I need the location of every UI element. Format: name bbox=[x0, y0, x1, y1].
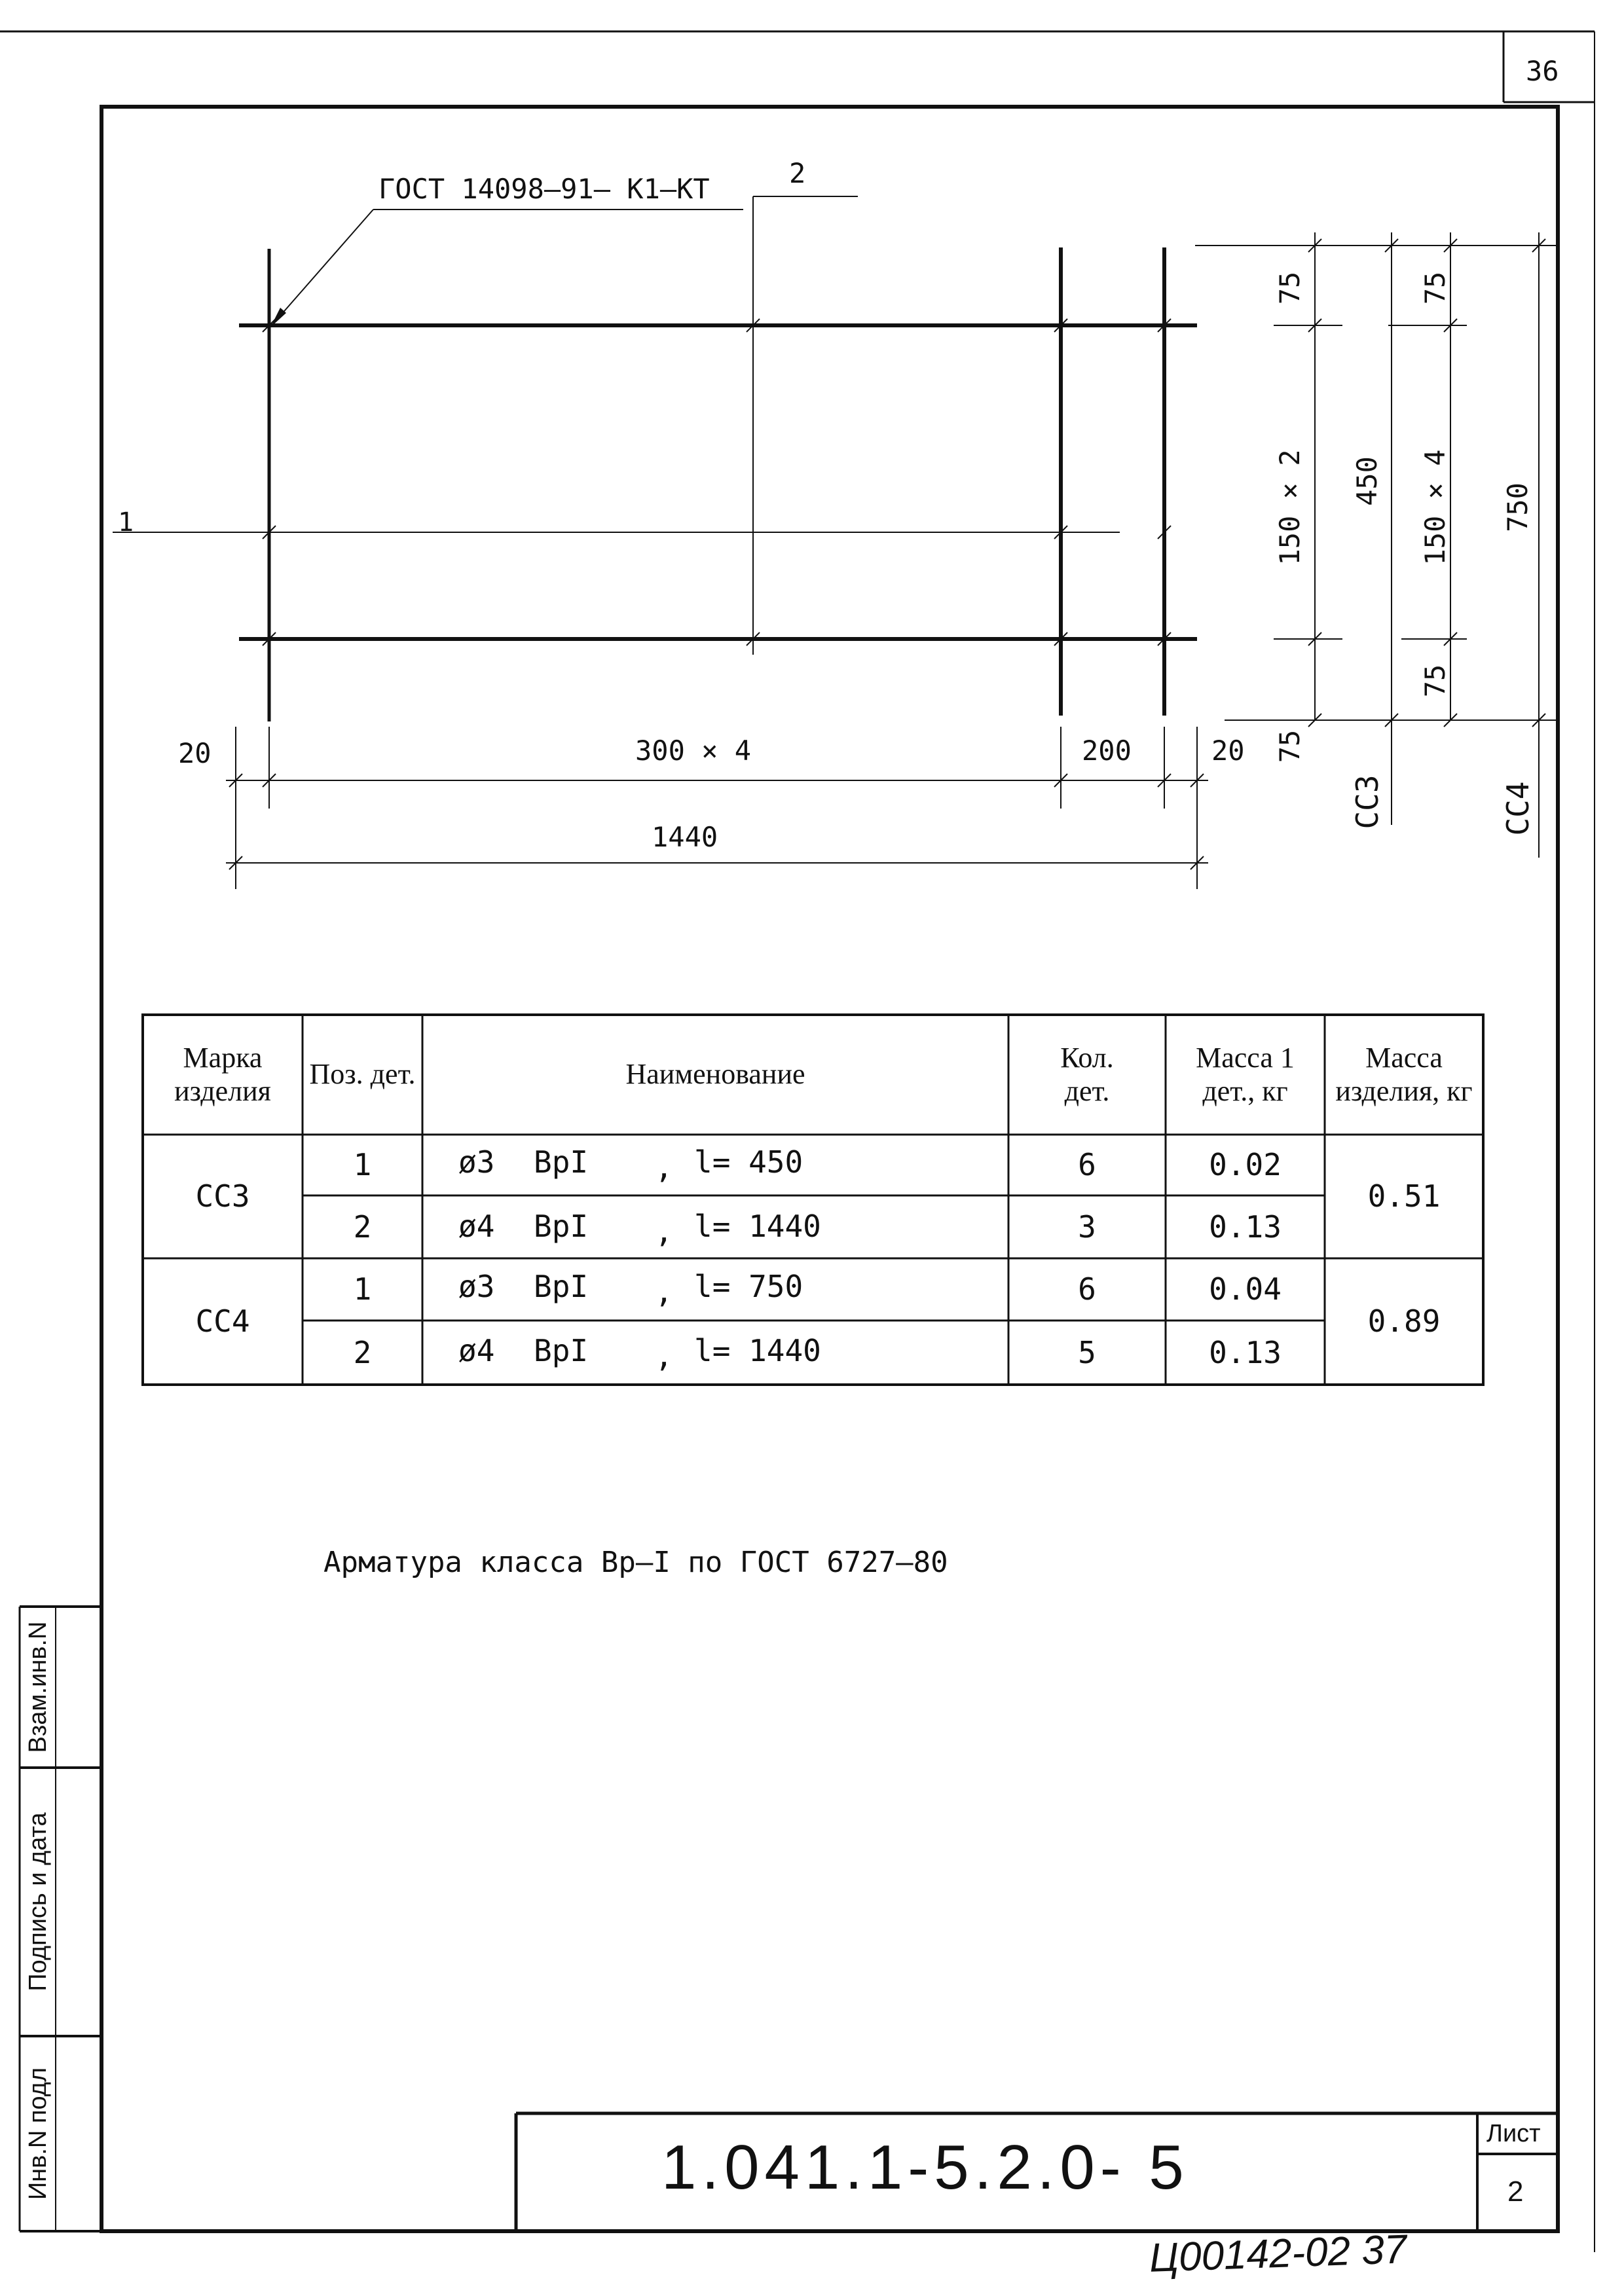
table-row-class: ВрI bbox=[534, 1269, 589, 1304]
table-row-length: l= 1440 bbox=[694, 1209, 821, 1244]
table-mass-product-cc3: 0.51 bbox=[1367, 1178, 1441, 1214]
table-row-comma: , bbox=[655, 1214, 673, 1249]
dim-200: 200 bbox=[1082, 735, 1132, 767]
table-row-qty: 6 bbox=[1078, 1147, 1096, 1183]
stamp-inv-replace: Взам.инв.N bbox=[24, 1621, 52, 1753]
reinforcement-note: Арматура класса Вр–I по ГОСТ 6727–80 bbox=[323, 1546, 948, 1579]
table-row-qty: 6 bbox=[1078, 1271, 1096, 1307]
dim-c-75-top: 75 bbox=[1419, 271, 1451, 305]
table-row-mass: 0.02 bbox=[1209, 1147, 1282, 1183]
table-row-mass: 0.13 bbox=[1209, 1334, 1282, 1370]
position-label-1: 1 bbox=[118, 507, 134, 538]
table-row-mass: 0.04 bbox=[1209, 1271, 1282, 1307]
sheet-label: Лист bbox=[1486, 2120, 1541, 2147]
dim-a-75-top: 75 bbox=[1274, 271, 1306, 305]
dim-a-150x2: 150 × 2 bbox=[1274, 449, 1306, 566]
dim-c-150x4: 150 × 4 bbox=[1419, 449, 1451, 566]
header-mass-product: Масса изделия, кг bbox=[1335, 1041, 1473, 1107]
table-mark-cc4: СС4 bbox=[195, 1303, 250, 1339]
table-row-pos: 1 bbox=[353, 1147, 372, 1183]
dim-1440: 1440 bbox=[652, 821, 718, 853]
table-row-pos: 2 bbox=[353, 1209, 372, 1245]
table-row-length: l= 450 bbox=[694, 1144, 803, 1180]
table-row-qty: 3 bbox=[1078, 1209, 1096, 1245]
stamp-inv-original: Инв.N подл bbox=[24, 2067, 52, 2200]
dim-300x4: 300 × 4 bbox=[635, 735, 752, 767]
drawing-designation: 1.041.1-5.2.0- 5 bbox=[661, 2132, 1189, 2202]
dim-d-750: 750 bbox=[1502, 483, 1534, 532]
table-row-qty: 5 bbox=[1078, 1334, 1096, 1370]
dim-a-75-bottom: 75 bbox=[1274, 729, 1306, 763]
dim-b-450: 450 bbox=[1351, 456, 1383, 506]
dim-20-left: 20 bbox=[178, 737, 212, 769]
table-row-dia: ø3 bbox=[458, 1144, 495, 1180]
sheet-number-top: 36 bbox=[1526, 55, 1559, 87]
table-mass-product-cc4: 0.89 bbox=[1367, 1303, 1441, 1339]
table-row-class: ВрI bbox=[534, 1144, 589, 1180]
header-pos: Поз. дет. bbox=[309, 1058, 416, 1091]
sheet-number: 2 bbox=[1507, 2176, 1524, 2208]
table-row-length: l= 750 bbox=[694, 1269, 803, 1304]
archive-number: Ц00142-02 37 bbox=[1148, 2227, 1408, 2281]
stamp-signature-date: Подпись и дата bbox=[24, 1812, 52, 1992]
header-mass-one: Масса 1 дет., кг bbox=[1196, 1041, 1295, 1107]
position-label-2: 2 bbox=[789, 157, 806, 189]
table-row-dia: ø4 bbox=[458, 1333, 495, 1368]
header-qty: Кол. дет. bbox=[1060, 1041, 1114, 1107]
table-row-pos: 2 bbox=[353, 1334, 372, 1370]
table-row-comma: , bbox=[655, 1274, 673, 1309]
header-name: Наименование bbox=[625, 1058, 805, 1091]
dim-20-right: 20 bbox=[1211, 735, 1245, 767]
table-row-pos: 1 bbox=[353, 1271, 372, 1307]
header-mark: Марка изделия bbox=[174, 1041, 271, 1107]
table-row-class: ВрI bbox=[534, 1209, 589, 1244]
table-row-mass: 0.13 bbox=[1209, 1209, 1282, 1245]
table-row-class: ВрI bbox=[534, 1333, 589, 1368]
label-cc4: СС4 bbox=[1500, 781, 1536, 836]
label-cc3: СС3 bbox=[1350, 774, 1385, 829]
table-mark-cc3: СС3 bbox=[195, 1178, 250, 1214]
table-row-comma: , bbox=[655, 1150, 673, 1185]
table-row-comma: , bbox=[655, 1338, 673, 1374]
table-row-length: l= 1440 bbox=[694, 1333, 821, 1368]
table-row-dia: ø4 bbox=[458, 1209, 495, 1244]
table-row-dia: ø3 bbox=[458, 1269, 495, 1304]
gost-callout: ГОСТ 14098–91– К1–КТ bbox=[378, 173, 710, 205]
dim-c-75-bottom: 75 bbox=[1419, 664, 1451, 698]
